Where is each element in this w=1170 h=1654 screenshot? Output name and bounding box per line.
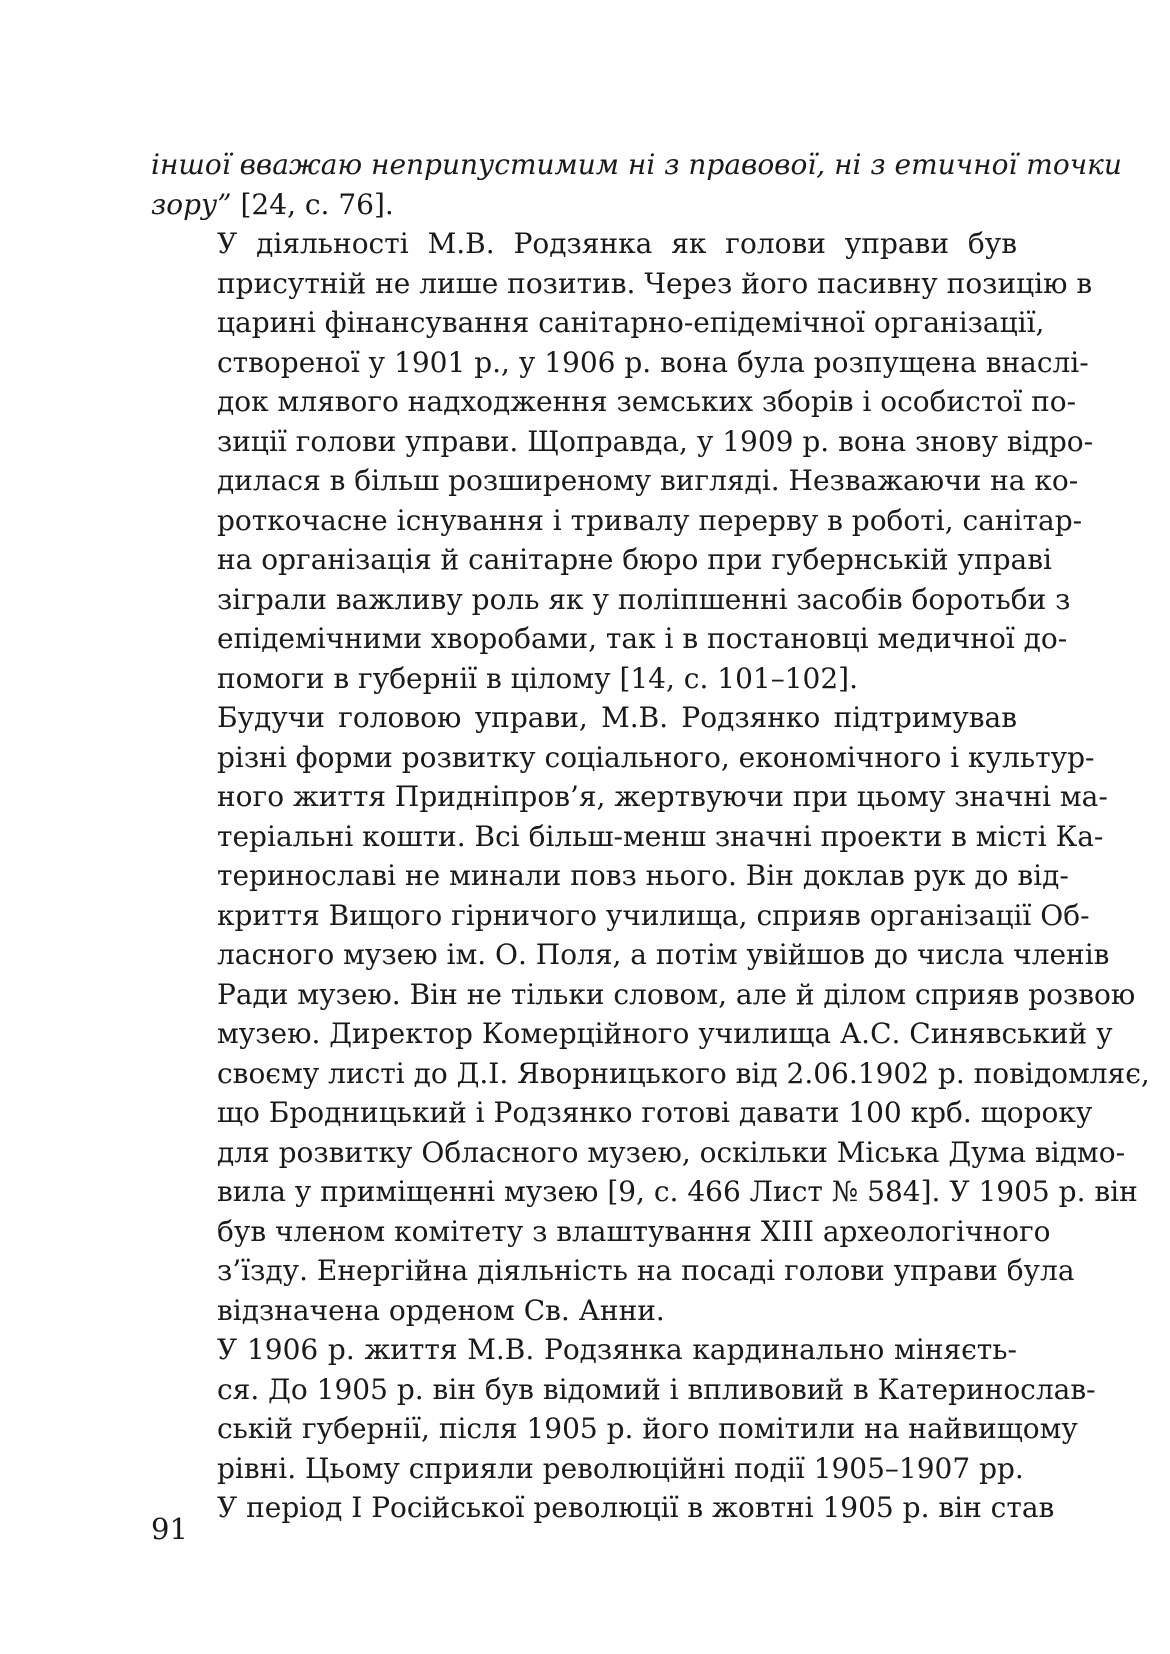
text-line: теринославі не минали повз нього. Він доклав рук до від- — [217, 859, 1069, 892]
text-line: іншої вважаю неприпустимим ні з правової, ні з етичної точки — [151, 148, 1122, 181]
text-line: ласного музею ім. О. Поля, а потім увійшов до числа членів — [217, 938, 1110, 971]
text-line: рівні. Цьому сприяли революційні події 1905–1907 рр. — [217, 1451, 1024, 1485]
paragraph-quote-end — [151, 145, 1122, 224]
text-line: був членом комітету з влаштування XIII археологічного — [217, 1214, 1051, 1248]
text-line: роткочасне існування і тривалу перерву в роботі, санітар- — [217, 503, 1083, 537]
paragraph-1 — [151, 224, 1094, 698]
page-number: 91 — [151, 1512, 188, 1546]
text-line: У діяльності М.В. Родзянка як голови управи був — [217, 227, 1017, 260]
text-line: криття Вищого гірничого училища, сприяв організації Об- — [217, 898, 1090, 932]
text-line: своєму листі до Д.І. Яворницького від 2.06.1902 р. повідомляє, — [217, 1056, 1150, 1090]
paragraph-2 — [151, 698, 1150, 1330]
text-line: вила у приміщенні музею [9, с. 466 Лист № 584]. У 1905 р. він — [217, 1175, 1138, 1208]
text-line: док млявого надходження земських зборів і особистої по- — [217, 385, 1077, 418]
text-line: різні форми розвитку соціального, економічного і культур- — [217, 740, 1095, 774]
text-line: створеної у 1901 р., у 1906 р. вона була розпущена внаслі- — [217, 345, 1089, 379]
text-line: ся. До 1905 р. він був відомий і впливовий в Катеринослав- — [217, 1372, 1096, 1406]
text-line: зиції голови управи. Щоправда, у 1909 р. вона знову відро- — [217, 424, 1094, 458]
paragraph-3 — [151, 1330, 1096, 1528]
text-line: для розвитку Обласного музею, оскільки Міська Дума відмо- — [217, 1135, 1126, 1169]
text-line: зіграли важливу роль як у поліпшенні засобів боротьби з — [217, 582, 1071, 616]
text-line: Ради музею. Він не тільки словом, але й ділом сприяв розвою — [217, 977, 1136, 1011]
text-line: присутній не лише позитив. Через його пасивну позицію в — [217, 266, 1093, 300]
text-line: музею. Директор Комерційного училища А.С. Синявський у — [217, 1017, 1113, 1050]
text-line: зору” [24, с. 76]. — [151, 187, 394, 221]
text-line: Будучи головою управи, М.В. Родзянко підтримував — [217, 701, 1017, 734]
text-line: дилася в більш розширеному вигляді. Незважаючи на ко- — [217, 464, 1079, 497]
page-body — [151, 145, 1150, 1528]
text-line: теріальні кошти. Всі більш-менш значні проекти в місті Ка- — [217, 819, 1104, 853]
text-line: відзначена орденом Св. Анни. — [217, 1293, 665, 1327]
text-line: царині фінансування санітарно-епідемічної організації, — [217, 306, 1045, 339]
text-line: ного життя Придніпров’я, жертвуючи при цьому значні ма- — [217, 780, 1108, 813]
text-line: помоги в губернії в цілому [14, с. 101–102]. — [217, 661, 858, 695]
text-line: епідемічними хворобами, так і в постановці медичної до- — [217, 622, 1068, 655]
text-line: на організація й санітарне бюро при губернській управі — [217, 543, 1052, 576]
text-line: У 1906 р. життя М.В. Родзянка кардинально міняєть- — [217, 1333, 1017, 1366]
text-line: що Бродницький і Родзянко готові давати 100 крб. щороку — [217, 1096, 1093, 1129]
text-line: з’їзду. Енергійна діяльність на посаді голови управи була — [217, 1254, 1075, 1287]
text-line: ській губернії, після 1905 р. його помітили на найвищому — [217, 1412, 1078, 1445]
text-line: У період І Російської революції в жовтні 1905 р. він став — [217, 1491, 1055, 1524]
